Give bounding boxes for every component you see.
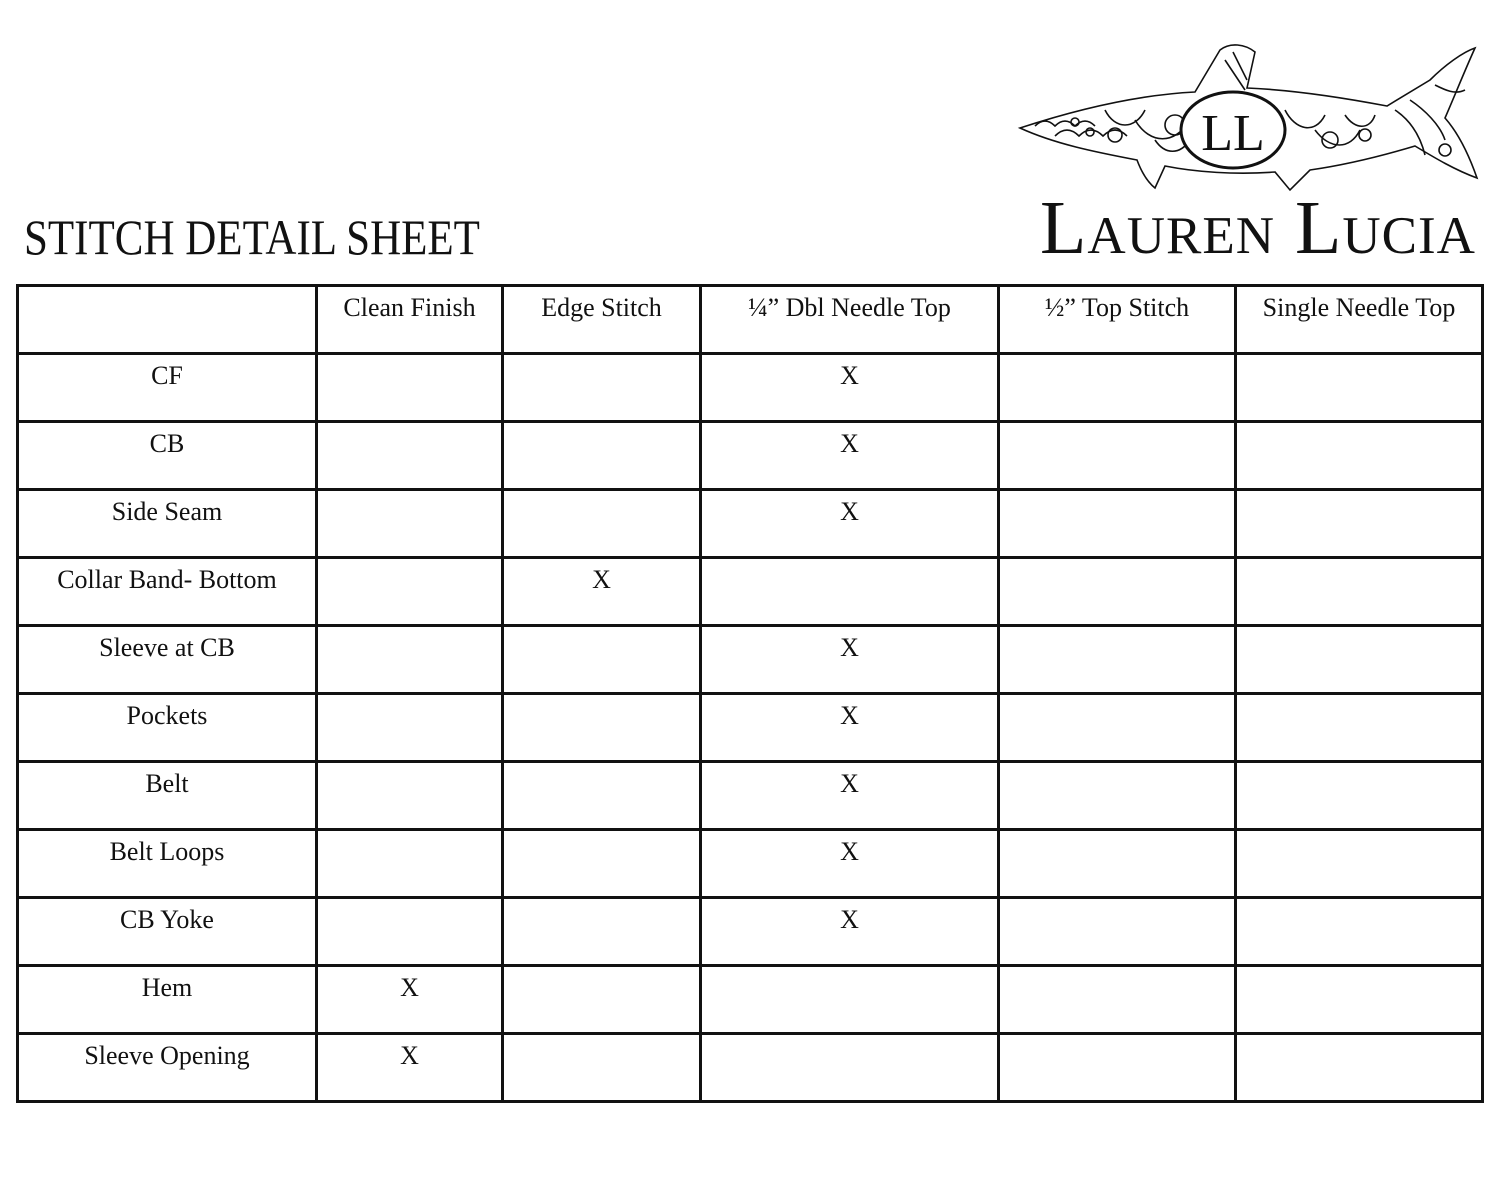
table-cell <box>1236 694 1483 762</box>
table-cell <box>999 354 1236 422</box>
table-cell <box>701 558 999 626</box>
table-cell <box>503 422 701 490</box>
table-cell <box>999 694 1236 762</box>
page-title: STITCH DETAIL SHEET <box>24 209 480 265</box>
table-cell: X <box>701 626 999 694</box>
row-label: Belt Loops <box>18 830 317 898</box>
table-cell <box>317 354 503 422</box>
column-header-single-needle: Single Needle Top <box>1236 286 1483 354</box>
table-cell <box>999 966 1236 1034</box>
table-cell <box>999 626 1236 694</box>
stitch-table <box>16 284 1484 1103</box>
table-cell: X <box>701 354 999 422</box>
table-row <box>18 626 1483 694</box>
table-cell <box>701 1034 999 1102</box>
row-label: Sleeve at CB <box>18 626 317 694</box>
table-cell: X <box>701 422 999 490</box>
row-label: Hem <box>18 966 317 1034</box>
table-cell <box>999 898 1236 966</box>
table-cell <box>1236 966 1483 1034</box>
table-row <box>18 694 1483 762</box>
table-cell <box>999 1034 1236 1102</box>
column-header-quarter-dbl-needle: ¼” Dbl Needle Top <box>701 286 999 354</box>
table-cell <box>503 490 701 558</box>
row-label: CB Yoke <box>18 898 317 966</box>
brand-name: Lauren Lucia <box>1040 186 1476 270</box>
table-cell <box>999 558 1236 626</box>
table-row <box>18 762 1483 830</box>
column-header-edge-stitch: Edge Stitch <box>503 286 701 354</box>
row-label: Belt <box>18 762 317 830</box>
table-cell <box>317 422 503 490</box>
table-cell <box>317 558 503 626</box>
row-label: Sleeve Opening <box>18 1034 317 1102</box>
table-cell: X <box>317 1034 503 1102</box>
table-cell: X <box>317 966 503 1034</box>
table-cell <box>317 490 503 558</box>
table-header-row <box>18 286 1483 354</box>
table-cell <box>999 490 1236 558</box>
table-cell <box>1236 626 1483 694</box>
table-row <box>18 1034 1483 1102</box>
table-cell <box>317 762 503 830</box>
table-row <box>18 966 1483 1034</box>
table-cell <box>999 762 1236 830</box>
table-cell: X <box>701 490 999 558</box>
table-cell <box>999 422 1236 490</box>
column-header-half-top-stitch: ½” Top Stitch <box>999 286 1236 354</box>
table-row <box>18 490 1483 558</box>
table-row <box>18 354 1483 422</box>
table-cell <box>503 762 701 830</box>
table-cell <box>1236 490 1483 558</box>
table-row <box>18 558 1483 626</box>
table-cell <box>503 1034 701 1102</box>
column-header-blank <box>18 286 317 354</box>
table-cell <box>503 694 701 762</box>
table-cell <box>317 830 503 898</box>
table-row <box>18 422 1483 490</box>
table-cell <box>999 830 1236 898</box>
table-cell <box>503 830 701 898</box>
row-label: CF <box>18 354 317 422</box>
table-cell <box>503 898 701 966</box>
table-cell <box>1236 898 1483 966</box>
table-cell <box>1236 422 1483 490</box>
table-cell: X <box>701 762 999 830</box>
table-cell <box>1236 830 1483 898</box>
table-cell <box>317 898 503 966</box>
table-cell <box>1236 762 1483 830</box>
table-row <box>18 898 1483 966</box>
table-row <box>18 830 1483 898</box>
table-cell <box>701 966 999 1034</box>
column-header-clean-finish: Clean Finish <box>317 286 503 354</box>
table-cell <box>1236 1034 1483 1102</box>
table-cell <box>503 354 701 422</box>
row-label: Collar Band- Bottom <box>18 558 317 626</box>
table-cell <box>1236 558 1483 626</box>
table-cell <box>503 626 701 694</box>
table-cell <box>317 694 503 762</box>
row-label: Pockets <box>18 694 317 762</box>
table-cell <box>503 966 701 1034</box>
row-label: Side Seam <box>18 490 317 558</box>
table-cell: X <box>701 694 999 762</box>
table-cell: X <box>503 558 701 626</box>
table-cell: X <box>701 830 999 898</box>
table-cell <box>1236 354 1483 422</box>
table-cell: X <box>701 898 999 966</box>
table-cell <box>317 626 503 694</box>
monogram-text: LL <box>1201 105 1265 162</box>
row-label: CB <box>18 422 317 490</box>
